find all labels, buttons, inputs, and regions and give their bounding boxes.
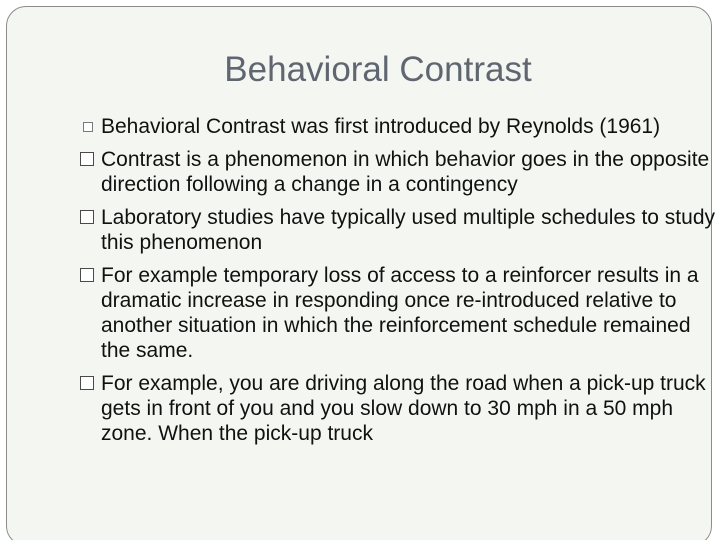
bullet-text: Contrast is a phenomenon in which behavior goes in the opposite direction following a change in a contingency [101,148,710,196]
checkbox-bullet-icon [80,376,94,390]
bullet-item [80,114,716,139]
bullet-text: Laboratory studies have typically used multiple schedules to study this phenomenon [101,206,716,254]
bullet-item [80,205,716,255]
checkbox-bullet-icon [80,152,94,166]
bullet-item [80,263,716,363]
bullet-text: Behavioral Contrast was first introduced by Reynolds (1961) [101,115,661,138]
bullet-text: For example temporary loss of access to a reinforcer results in a dramatic increase in responding once re-introduced relative to another situation in which the reinforcement schedule remained the same. [101,264,699,362]
checkbox-bullet-icon [83,122,93,132]
bullet-text: For example, you are driving along the road when a pick-up truck gets in front of you and you slow down to 30 mph in a 50 mph zone. When the pick-up truck [101,372,706,445]
bullet-item [80,371,716,446]
checkbox-bullet-icon [80,268,94,282]
bullet-item [80,147,716,197]
checkbox-bullet-icon [80,210,94,224]
slide-title: Behavioral Contrast [224,50,532,89]
bullet-list [80,114,716,454]
